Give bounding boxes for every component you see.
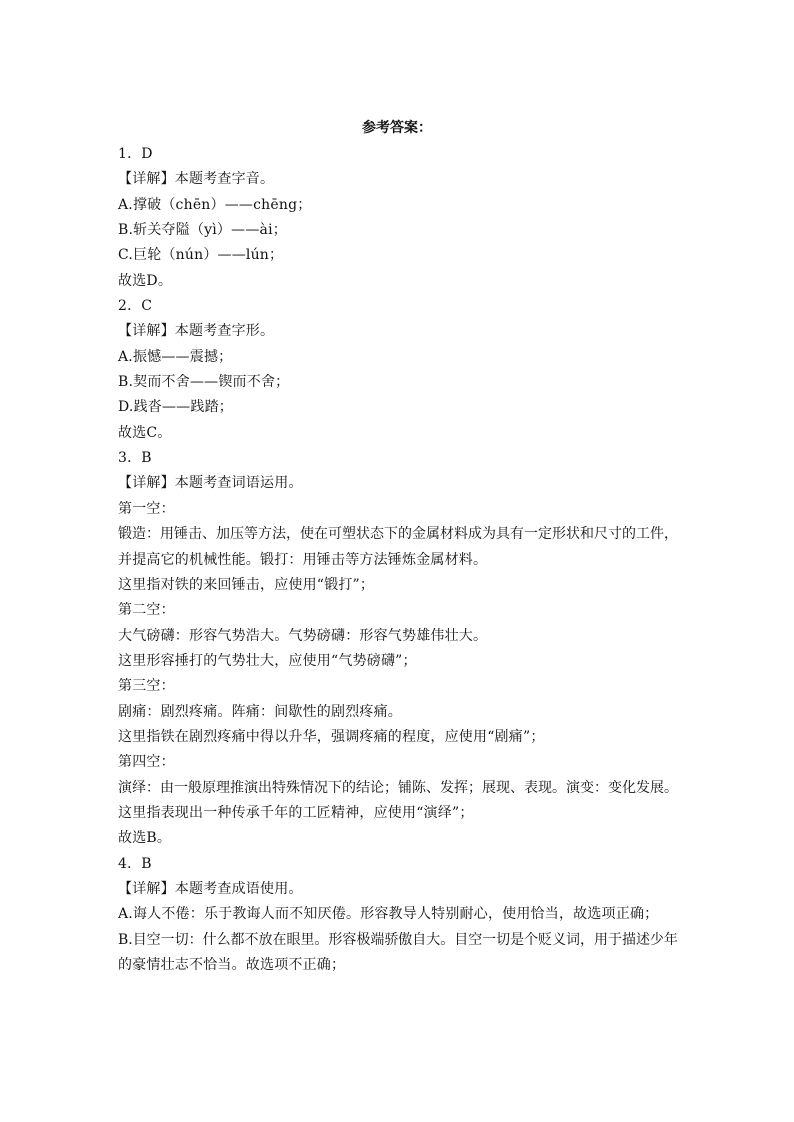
question-number: 4．B xyxy=(118,855,152,872)
option-line: B.斩关夺隘（yì）——ài； xyxy=(118,222,287,239)
conclusion-line: 故选C。 xyxy=(118,424,172,441)
blank-heading: 第三空： xyxy=(118,678,175,695)
option-line: B.目空一切：什么都不放在眼里。形容极端骄傲自大。目空一切是个贬义词，用于描述少年 xyxy=(118,931,678,948)
explanation-line: 【详解】本题考查词语运用。 xyxy=(118,475,303,492)
conclusion-line: 故选D。 xyxy=(118,272,173,289)
conclusion-line: 故选B。 xyxy=(118,830,172,847)
explanation-line: 【详解】本题考查字形。 xyxy=(118,323,275,340)
blank-heading: 第一空： xyxy=(118,500,175,517)
body-line: 锻造：用锤击、加压等方法，使在可塑状态下的金属材料成为具有一定形状和尺寸的工件， xyxy=(118,526,678,543)
option-line: C.巨轮（nún）——lún； xyxy=(118,247,284,264)
question-number: 2．C xyxy=(118,298,153,315)
question-number: 1．D xyxy=(118,146,153,162)
option-line: 的豪情壮志不恰当。故选项不正确； xyxy=(118,957,346,973)
blank-heading: 第二空： xyxy=(118,602,175,619)
body-line: 这里形容捶打的气势壮大，应使用“气势磅礴”； xyxy=(118,652,417,669)
option-line: B.契而不舍——锲而不舍； xyxy=(118,374,290,391)
body-line: 并提高它的机械性能。锻打：用锤击等方法锤炼金属材料。 xyxy=(118,551,488,568)
explanation-line: 【详解】本题考查字音。 xyxy=(118,171,275,188)
option-line: A.振憾——震撼； xyxy=(118,348,233,365)
body-line: 这里指铁在剧烈疼痛中得以升华，强调疼痛的程度，应使用“剧痛”； xyxy=(118,728,545,745)
explanation-line: 【详解】本题考查成语使用。 xyxy=(118,880,303,897)
question-number: 3．B xyxy=(118,450,152,467)
option-line: A.诲人不倦：乐于教诲人而不知厌倦。形容教导人特别耐心，使用恰当，故选项正确； xyxy=(118,906,659,923)
option-line: D.践沓——践踏； xyxy=(118,399,233,416)
page-title: 参考答案： xyxy=(362,120,432,136)
body-line: 大气磅礴：形容气势浩大。气势磅礴：形容气势雄伟壮大。 xyxy=(118,627,488,644)
body-line: 这里指表现出一种传承千年的工匠精神，应使用“演绎”； xyxy=(118,804,474,821)
body-line: 这里指对铁的来回锤击，应使用“锻打”； xyxy=(118,576,375,593)
blank-heading: 第四空： xyxy=(118,754,175,771)
body-line: 演绎：由一般原理推演出特殊情况下的结论；铺陈、发挥；展现、表现。演变：变化发展。 xyxy=(118,779,678,796)
option-line: A.撑破（chēn）——chēng； xyxy=(118,196,312,213)
body-line: 剧痛：剧烈疼痛。阵痛：间歇性的剧烈疼痛。 xyxy=(118,703,402,720)
answer-content xyxy=(118,142,680,978)
